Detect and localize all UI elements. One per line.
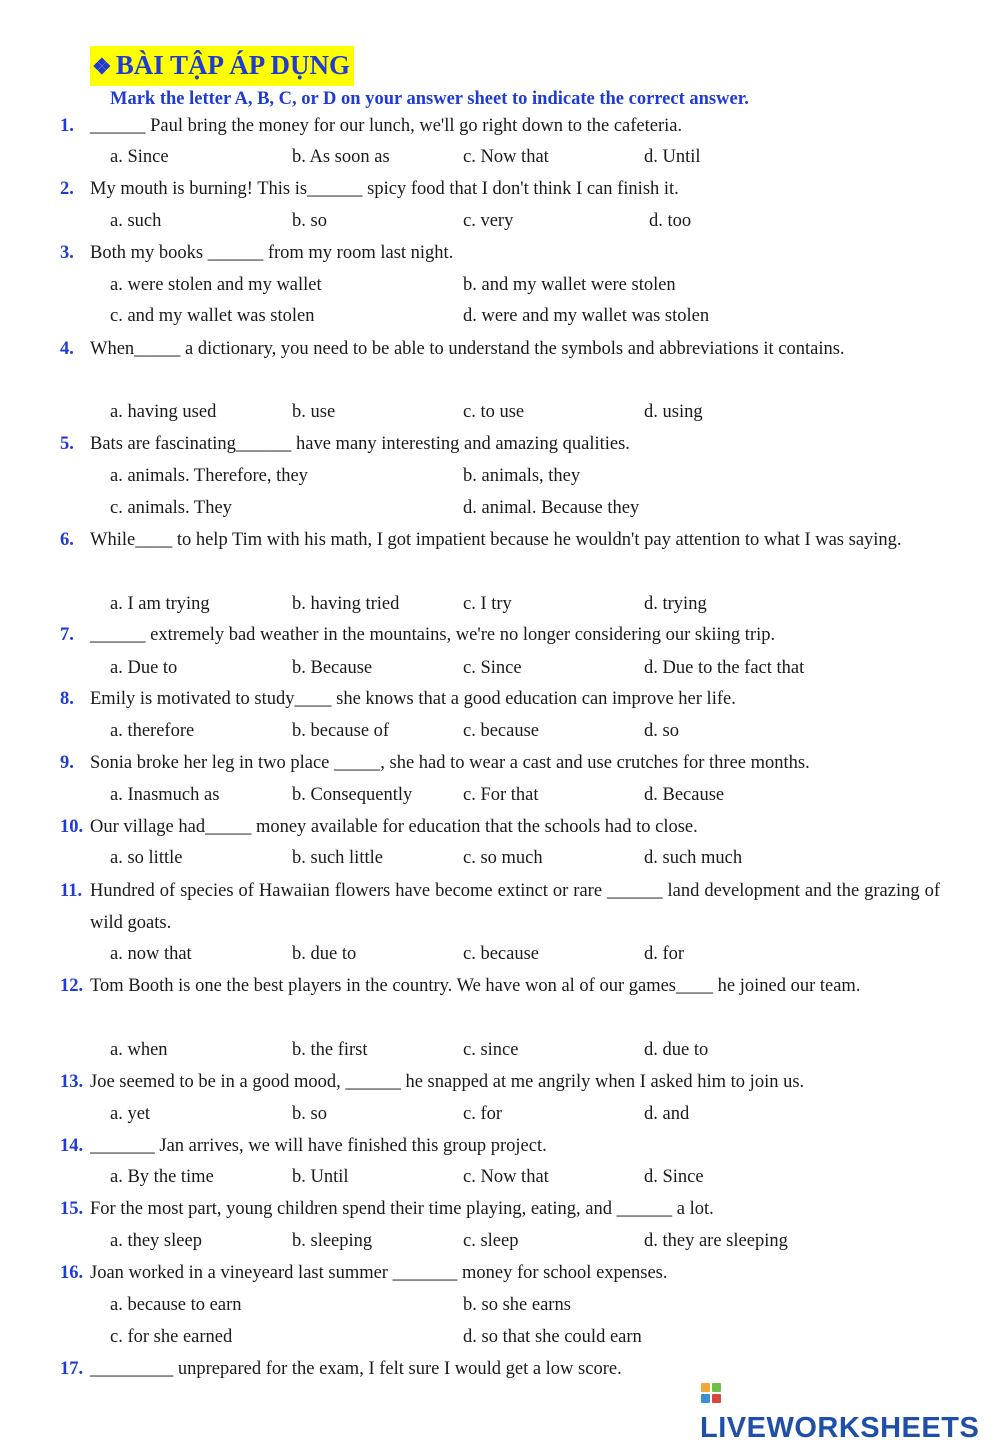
options-5-row-1 bbox=[110, 460, 940, 492]
question-7 bbox=[60, 619, 940, 651]
option-d[interactable]: d. so that she could earn bbox=[463, 1327, 642, 1347]
option-a[interactable]: a. having used bbox=[110, 402, 217, 422]
options-9 bbox=[110, 779, 940, 811]
options-6 bbox=[110, 588, 940, 620]
question-number: 3. bbox=[60, 243, 74, 263]
question-2 bbox=[60, 173, 940, 205]
exercise-title: ❖ BÀI TẬP ÁP DỤNG bbox=[90, 46, 354, 86]
option-c[interactable]: c. very bbox=[463, 211, 514, 231]
option-b[interactable]: b. Because bbox=[292, 658, 373, 678]
question-14 bbox=[60, 1130, 940, 1162]
options-12 bbox=[110, 1034, 940, 1066]
question-number: 10. bbox=[60, 817, 84, 837]
option-b[interactable]: b. so bbox=[292, 1104, 327, 1124]
option-a[interactable]: a. when bbox=[110, 1040, 168, 1060]
question-number: 13. bbox=[60, 1072, 84, 1092]
option-b[interactable]: b. the first bbox=[292, 1040, 368, 1060]
option-d[interactable]: d. trying bbox=[644, 594, 707, 614]
question-number: 16. bbox=[60, 1263, 84, 1283]
option-a[interactable]: a. Since bbox=[110, 147, 169, 167]
question-text: _______ Jan arrives, we will have finished this group project. bbox=[90, 1136, 547, 1156]
option-c[interactable]: c. for she earned bbox=[110, 1327, 233, 1347]
option-d[interactable]: d. were and my wallet was stolen bbox=[463, 306, 710, 326]
question-text: Our village had_____ money available for education that the schools had to close. bbox=[90, 817, 698, 837]
option-d[interactable]: d. Since bbox=[644, 1167, 704, 1187]
question-text: _________ unprepared for the exam, I felt sure I would get a low score. bbox=[90, 1359, 622, 1379]
question-number: 11. bbox=[60, 881, 83, 901]
question-15 bbox=[60, 1193, 940, 1225]
question-number: 9. bbox=[60, 753, 74, 773]
option-d[interactable]: d. using bbox=[644, 402, 703, 422]
option-a[interactable]: a. therefore bbox=[110, 721, 195, 741]
options-1 bbox=[110, 141, 940, 173]
option-b[interactable]: b. due to bbox=[292, 944, 357, 964]
options-4 bbox=[110, 396, 940, 428]
option-d[interactable]: d. so bbox=[644, 721, 679, 741]
question-11 bbox=[60, 875, 940, 939]
options-16-row-1 bbox=[110, 1289, 940, 1321]
question-text: ______ extremely bad weather in the mountains, we're no longer considering our skiing trip. bbox=[90, 625, 776, 645]
question-text: Sonia broke her leg in two place _____, she had to wear a cast and use crutches for three months. bbox=[90, 753, 810, 773]
option-c[interactable]: c. so much bbox=[463, 848, 543, 868]
diamond-bullet-icon: ❖ bbox=[92, 54, 112, 79]
option-c[interactable]: c. animals. They bbox=[110, 498, 232, 518]
question-text: Tom Booth is one the best players in the country. We have won al of our games____ he joined our team. bbox=[90, 976, 861, 996]
options-2 bbox=[110, 205, 940, 237]
question-12 bbox=[60, 970, 940, 1002]
question-16 bbox=[60, 1257, 940, 1289]
option-a[interactable]: a. were stolen and my wallet bbox=[110, 275, 322, 295]
option-d[interactable]: d. Until bbox=[644, 147, 701, 167]
question-text: When_____ a dictionary, you need to be able to understand the symbols and abbreviations it contains. bbox=[90, 339, 845, 359]
question-3 bbox=[60, 237, 940, 269]
options-7 bbox=[110, 652, 940, 684]
option-c[interactable]: c. since bbox=[463, 1040, 519, 1060]
question-number: 4. bbox=[60, 339, 74, 359]
question-text: Emily is motivated to study____ she knows that a good education can improve her life. bbox=[90, 689, 736, 709]
question-9 bbox=[60, 747, 940, 779]
question-number: 17. bbox=[60, 1359, 84, 1379]
liveworksheets-logo[interactable] bbox=[700, 1377, 1000, 1444]
option-c[interactable]: c. Now that bbox=[463, 147, 549, 167]
question-text: Hundred of species of Hawaiian flowers have become extinct or rare ______ land development and the grazing of wild goats. bbox=[90, 881, 940, 933]
option-d[interactable]: d. such much bbox=[644, 848, 743, 868]
option-b[interactable]: b. sleeping bbox=[292, 1231, 373, 1251]
option-b[interactable]: b. having tried bbox=[292, 594, 400, 614]
question-number: 12. bbox=[60, 976, 84, 996]
option-b[interactable]: b. use bbox=[292, 402, 336, 422]
option-c[interactable]: c. for bbox=[463, 1104, 503, 1124]
option-a[interactable]: a. Inasmuch as bbox=[110, 785, 220, 805]
liveworksheets-logo-icon bbox=[700, 1381, 724, 1407]
option-d[interactable]: d. they are sleeping bbox=[644, 1231, 788, 1251]
question-text: Joe seemed to be in a good mood, ______ he snapped at me angrily when I asked him to join us. bbox=[90, 1072, 805, 1092]
options-14 bbox=[110, 1161, 940, 1193]
options-15 bbox=[110, 1225, 940, 1257]
option-a[interactable]: a. By the time bbox=[110, 1167, 214, 1187]
option-b[interactable]: b. and my wallet were stolen bbox=[463, 275, 676, 295]
option-d[interactable]: d. for bbox=[644, 944, 685, 964]
option-c[interactable]: c. Since bbox=[463, 658, 522, 678]
question-text: For the most part, young children spend their time playing, eating, and ______ a lot. bbox=[90, 1199, 714, 1219]
option-b[interactable]: b. Until bbox=[292, 1167, 349, 1187]
question-8 bbox=[60, 683, 940, 715]
option-c[interactable]: c. and my wallet was stolen bbox=[110, 306, 315, 326]
option-c[interactable]: c. because bbox=[463, 944, 540, 964]
question-13 bbox=[60, 1066, 940, 1098]
options-11 bbox=[110, 938, 940, 970]
option-a[interactable]: a. such bbox=[110, 211, 162, 231]
question-number: 14. bbox=[60, 1136, 84, 1156]
logo-text: LIVEWORKSHEETS bbox=[700, 1412, 980, 1444]
question-text: My mouth is burning! This is______ spicy food that I don't think I can finish it. bbox=[90, 179, 679, 199]
options-3-row-1 bbox=[110, 269, 940, 301]
question-5 bbox=[60, 428, 940, 460]
options-3-row-2 bbox=[110, 300, 940, 332]
options-8 bbox=[110, 715, 940, 747]
options-10 bbox=[110, 842, 940, 874]
question-number: 15. bbox=[60, 1199, 84, 1219]
question-number: 2. bbox=[60, 179, 74, 199]
option-d[interactable]: d. Because bbox=[644, 785, 725, 805]
question-number: 5. bbox=[60, 434, 74, 454]
question-text: ______ Paul bring the money for our lunch, we'll go right down to the cafeteria. bbox=[90, 116, 683, 136]
options-13 bbox=[110, 1098, 940, 1130]
question-number: 8. bbox=[60, 689, 74, 709]
question-number: 1. bbox=[60, 116, 74, 136]
option-d[interactable]: d. animal. Because they bbox=[463, 498, 640, 518]
question-text: While____ to help Tim with his math, I got impatient because he wouldn't pay attention to what I was saying. bbox=[90, 530, 902, 550]
question-text: Joan worked in a vineyeard last summer _______ money for school expenses. bbox=[90, 1263, 668, 1283]
option-c[interactable]: c. Now that bbox=[463, 1167, 549, 1187]
option-a[interactable]: a. so little bbox=[110, 848, 183, 868]
option-a[interactable]: a. now that bbox=[110, 944, 192, 964]
option-b[interactable]: b. Consequently bbox=[292, 785, 413, 805]
instruction-text: Mark the letter A, B, C, or D on your answer sheet to indicate the correct answer. bbox=[110, 89, 749, 109]
question-number: 7. bbox=[60, 625, 74, 645]
option-a[interactable]: a. Due to bbox=[110, 658, 178, 678]
option-a[interactable]: a. because to earn bbox=[110, 1295, 242, 1315]
option-b[interactable]: b. animals, they bbox=[463, 466, 581, 486]
option-a[interactable]: a. I am trying bbox=[110, 594, 210, 614]
option-c[interactable]: c. For that bbox=[463, 785, 539, 805]
question-4 bbox=[60, 333, 940, 365]
option-a[interactable]: a. yet bbox=[110, 1104, 151, 1124]
option-b[interactable]: b. As soon as bbox=[292, 147, 390, 167]
option-d[interactable]: d. and bbox=[644, 1104, 690, 1124]
option-b[interactable]: b. such little bbox=[292, 848, 383, 868]
option-c[interactable]: c. to use bbox=[463, 402, 525, 422]
option-c[interactable]: c. I try bbox=[463, 594, 512, 614]
option-b[interactable]: b. so bbox=[292, 211, 327, 231]
question-6 bbox=[60, 524, 940, 556]
option-d[interactable]: d. due to bbox=[644, 1040, 709, 1060]
question-text: Bats are fascinating______ have many interesting and amazing qualities. bbox=[90, 434, 630, 454]
option-b[interactable]: b. because of bbox=[292, 721, 390, 741]
question-text: Both my books ______ from my room last night. bbox=[90, 243, 454, 263]
option-b[interactable]: b. so she earns bbox=[463, 1295, 571, 1315]
option-a[interactable]: a. animals. Therefore, they bbox=[110, 466, 308, 486]
option-c[interactable]: c. because bbox=[463, 721, 540, 741]
options-16-row-2 bbox=[110, 1321, 940, 1353]
option-c[interactable]: c. sleep bbox=[463, 1231, 519, 1251]
options-5-row-2 bbox=[110, 492, 940, 524]
option-d[interactable]: d. Due to the fact that bbox=[644, 658, 805, 678]
question-number: 6. bbox=[60, 530, 74, 550]
question-1 bbox=[60, 110, 940, 142]
option-d[interactable]: d. too bbox=[649, 211, 692, 231]
option-a[interactable]: a. they sleep bbox=[110, 1231, 202, 1251]
question-10 bbox=[60, 811, 940, 843]
